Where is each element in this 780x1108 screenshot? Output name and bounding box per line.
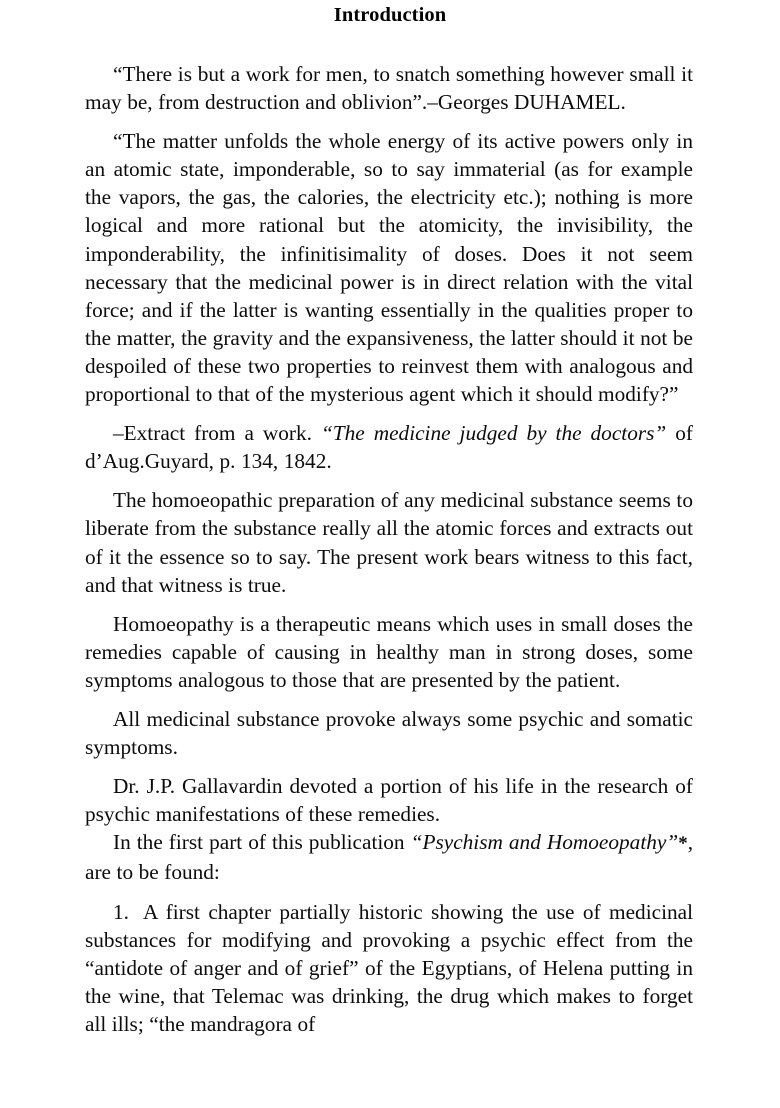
publication-lead: In the first part of this publication: [113, 830, 411, 855]
attribution-lead: –Extract from a work.: [113, 421, 321, 446]
publication-tail: , are to be found:: [85, 830, 694, 885]
paragraph-attribution-guyard: [85, 419, 693, 475]
publication-italic-title: “Psychism and Homoeopathy”: [410, 830, 679, 855]
paragraph-first-part-publication: [85, 828, 693, 886]
list-item-text: A first chapter partially historic showing the use of medicinal substances for modifying and provoking a psychic effect from the “antidote of anger and of grief” of the Egyptians, of Helena putting in the wine, that Telemac was drinking, the drug which makes to forget all ills; “the mandragora of: [85, 899, 693, 1036]
paragraph-quote-duhamel: “There is but a work for men, to snatch something however small it may be, from destruction and oblivion”.–Georges DUHAMEL.: [85, 62, 693, 115]
footnote-asterisk-marker: *: [678, 833, 688, 855]
paragraph-item-1: [85, 898, 693, 1038]
paragraph-all-medicinal-substance: All medicinal substance provoke always some psychic and somatic symptoms.: [85, 706, 693, 760]
paragraph-homoeopathic-preparation: The homoeopathic preparation of any medicinal substance seems to liberate from the substance really all the atomic forces and extracts out of it the essence so to say. The present work bears witness to this fact, and that witness is true.: [85, 488, 693, 597]
paragraph-homoeopathy-definition: Homoeopathy is a therapeutic means which uses in small doses the remedies capable of causing in healthy man in strong doses, some symptoms analogous to those that are presented by the patient.: [85, 611, 693, 692]
attribution-tail: of d’Aug.Guyard, p. 134, 1842.: [85, 421, 693, 474]
paragraph-gallavardin: Dr. J.P. Gallavardin devoted a portion of his life in the research of psychic manifestations of these remedies.: [85, 774, 693, 827]
list-item-number: 1.: [113, 899, 129, 924]
body-text-column: [85, 60, 693, 1038]
attribution-italic-title: “The medicine judged by the doctors”: [320, 421, 667, 446]
page-title: Introduction: [333, 4, 447, 26]
paragraph-quote-matter: “The matter unfolds the whole energy of its active powers only in an atomic state, imponderable, so to say immaterial (as for example the vapors, the gas, the calories, the electricity etc.); nothing is more logical and more rational but the atomicity, the invisibility, the imponderability, the infinitisimality of doses. Does it not seem necessary that the medicinal power is in direct relation with the vital force; and if the latter is wanting essentially in the qualities proper to the matter, the gravity and the expansiveness, the latter should it not be despoiled of these two properties to reinvest them with analogous and proportional to that of the mysterious agent which it should modify?”: [85, 129, 693, 407]
